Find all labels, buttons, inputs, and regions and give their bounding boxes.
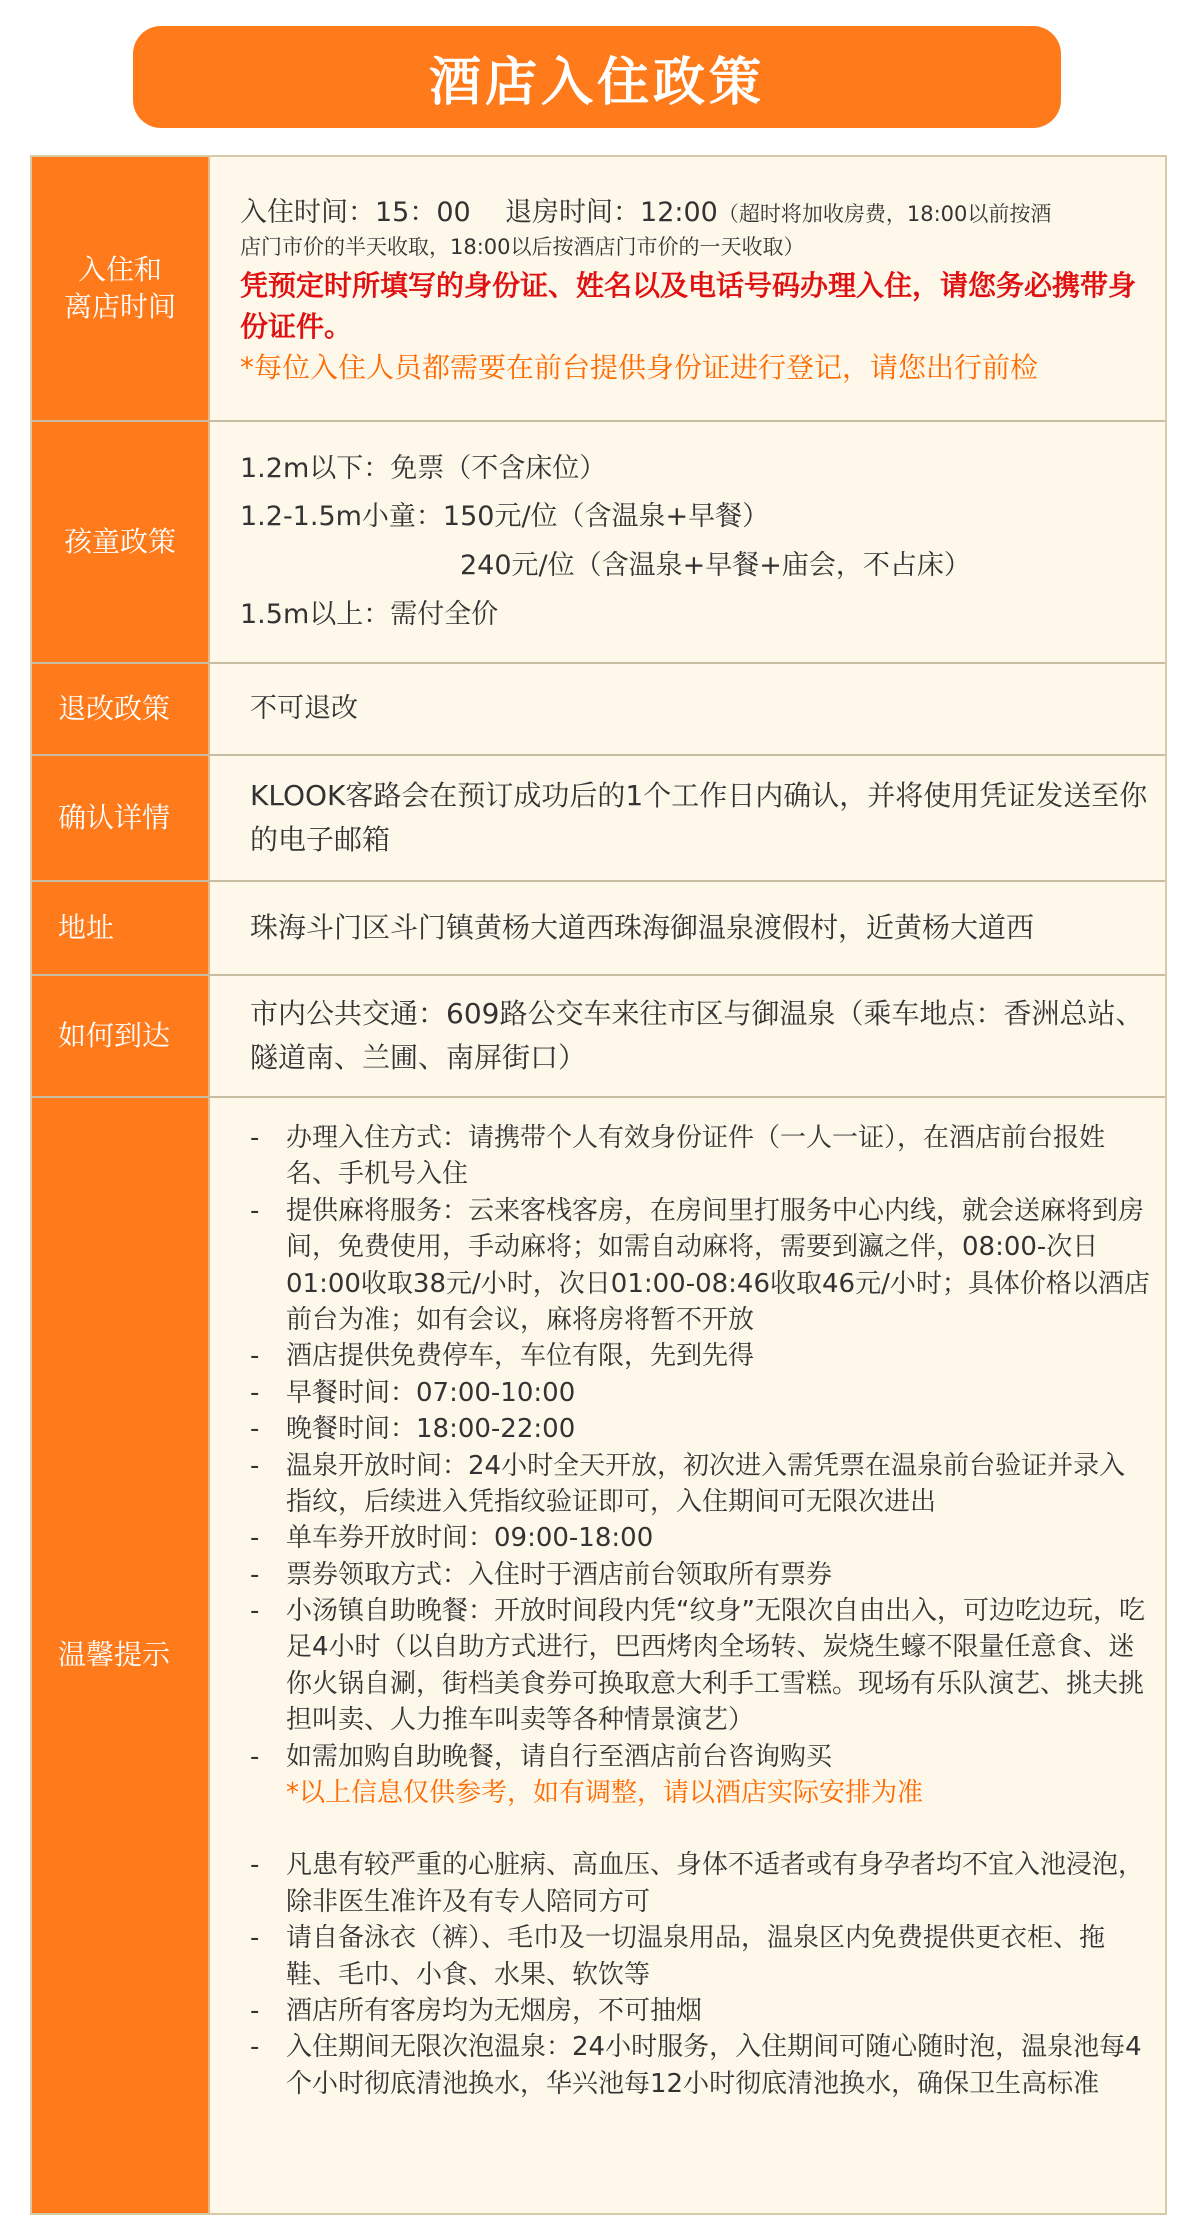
row-checkin bbox=[32, 157, 1165, 422]
content-transport: 市内公共交通：609路公交车来往市区与御温泉（乘车地点：香洲总站、隧道南、兰圃、南屏街口） bbox=[210, 976, 1165, 1096]
child-line-4: 1.5m以上：需付全价 bbox=[240, 598, 499, 630]
list-item: - 请自备泳衣（裤）、毛巾及一切温泉用品，温泉区内免费提供更衣柜、拖鞋、毛巾、小食、水果、软饮等 bbox=[250, 1923, 1106, 1990]
list-item: - 办理入住方式：请携带个人有效身份证件（一人一证），在酒店前台报姓名、手机号入住 bbox=[250, 1123, 1106, 1190]
child-line-2: 1.2-1.5m小童：150元/位（含温泉+早餐） bbox=[240, 501, 770, 533]
label-checkin: 入住和 离店时间 bbox=[32, 157, 210, 420]
policy-table bbox=[30, 155, 1167, 2215]
tips-list-a bbox=[250, 1120, 1151, 1775]
list-item: - 如需加购自助晚餐，请自行至酒店前台咨询购买 bbox=[250, 1741, 833, 1772]
list-item: - 温泉开放时间：24小时全天开放，初次进入需凭票在温泉前台验证并录入指纹，后续进入凭指纹验证即可，入住期间可无限次进出 bbox=[250, 1450, 1126, 1517]
tips-list-b bbox=[250, 1847, 1151, 2102]
label-refund: 退改政策 bbox=[32, 664, 210, 754]
child-line-3: 240元/位（含温泉+早餐+庙会，不占床） bbox=[460, 550, 971, 581]
page-title: 酒店入住政策 bbox=[428, 52, 765, 113]
registration-note: *每位入住人员都需要在前台提供身份证进行登记，请您出行前检 bbox=[240, 350, 1039, 384]
row-address bbox=[32, 882, 1165, 976]
list-item: - 早餐时间：07:00-10:00 bbox=[250, 1377, 576, 1408]
list-item: - 酒店提供免费停车，车位有限，先到先得 bbox=[250, 1341, 755, 1372]
checkin-note: 店门市价的半天收取，18:00以后按酒店门市价的一天收取） bbox=[240, 234, 805, 259]
id-requirement: 凭预定时所填写的身份证、姓名以及电话号码办理入住，请您务必携带身份证件。 bbox=[240, 269, 1137, 343]
row-refund bbox=[32, 664, 1165, 756]
row-children bbox=[32, 422, 1165, 664]
list-item: - 小汤镇自助晚餐：开放时间段内凭“纹身”无限次自由出入，可边吃边玩，吃足4小时（以自助方式进行，巴西烤肉全场转、炭烧生蠔不限量任意食、迷你火锅自涮，街档美食券可换取意大利手工雪糕。现场有乐队演艺、挑夫挑担叫卖、人力推车叫卖等各种情景演艺） bbox=[250, 1596, 1145, 1736]
info-disclaimer: *以上信息仅供参考，如有调整，请以酒店实际安排为准 bbox=[286, 1778, 924, 1809]
list-item: - 入住期间无限次泡温泉：24小时服务，入住期间可随心随时泡，温泉池每4个小时彻底清池换水，华兴池每12小时彻底清池换水，确保卫生高标准 bbox=[250, 2032, 1142, 2099]
content-checkin bbox=[210, 157, 1165, 420]
checkin-times: 入住时间：15：00 退房时间：12:00（超时将加收房费，18:00以前按酒 bbox=[240, 196, 1052, 228]
row-transport bbox=[32, 976, 1165, 1098]
child-line-1: 1.2m以下：免票（不含床位） bbox=[240, 452, 607, 484]
title-banner bbox=[133, 26, 1061, 128]
content-confirm: KLOOK客路会在预订成功后的1个工作日内确认，并将使用凭证发送至你的电子邮箱 bbox=[210, 756, 1165, 880]
label-children: 孩童政策 bbox=[32, 422, 210, 662]
label-address: 地址 bbox=[32, 882, 210, 974]
list-item: - 酒店所有客房均为无烟房，不可抽烟 bbox=[250, 1995, 703, 2026]
row-tips bbox=[32, 1098, 1165, 2213]
list-item: - 凡患有较严重的心脏病、高血压、身体不适者或有身孕者均不宜入池浸泡，除非医生准许及有专人陪同方可 bbox=[250, 1850, 1145, 1917]
content-address: 珠海斗门区斗门镇黄杨大道西珠海御温泉渡假村，近黄杨大道西 bbox=[210, 882, 1165, 974]
list-item: - 单车券开放时间：09:00-18:00 bbox=[250, 1523, 654, 1554]
content-refund: 不可退改 bbox=[210, 664, 1165, 754]
spacer bbox=[250, 1811, 1151, 1847]
list-item: - 票券领取方式：入住时于酒店前台领取所有票券 bbox=[250, 1559, 833, 1590]
label-confirm: 确认详情 bbox=[32, 756, 210, 880]
row-confirm bbox=[32, 756, 1165, 882]
label-tips: 温馨提示 bbox=[32, 1098, 210, 2213]
content-children bbox=[210, 422, 1165, 662]
label-transport: 如何到达 bbox=[32, 976, 210, 1096]
list-item: - 提供麻将服务：云来客栈客房，在房间里打服务中心内线，就会送麻将到房间，免费使用，手动麻将；如需自动麻将，需要到瀛之伴，08:00-次日01:00收取38元/小时，次日01:00-08:46收取46元/小时；具体价格以酒店前台为准；如有会议，麻将房将暂不开放 bbox=[250, 1195, 1150, 1335]
content-tips bbox=[210, 1098, 1165, 2213]
list-item: - 晚餐时间：18:00-22:00 bbox=[250, 1414, 576, 1445]
